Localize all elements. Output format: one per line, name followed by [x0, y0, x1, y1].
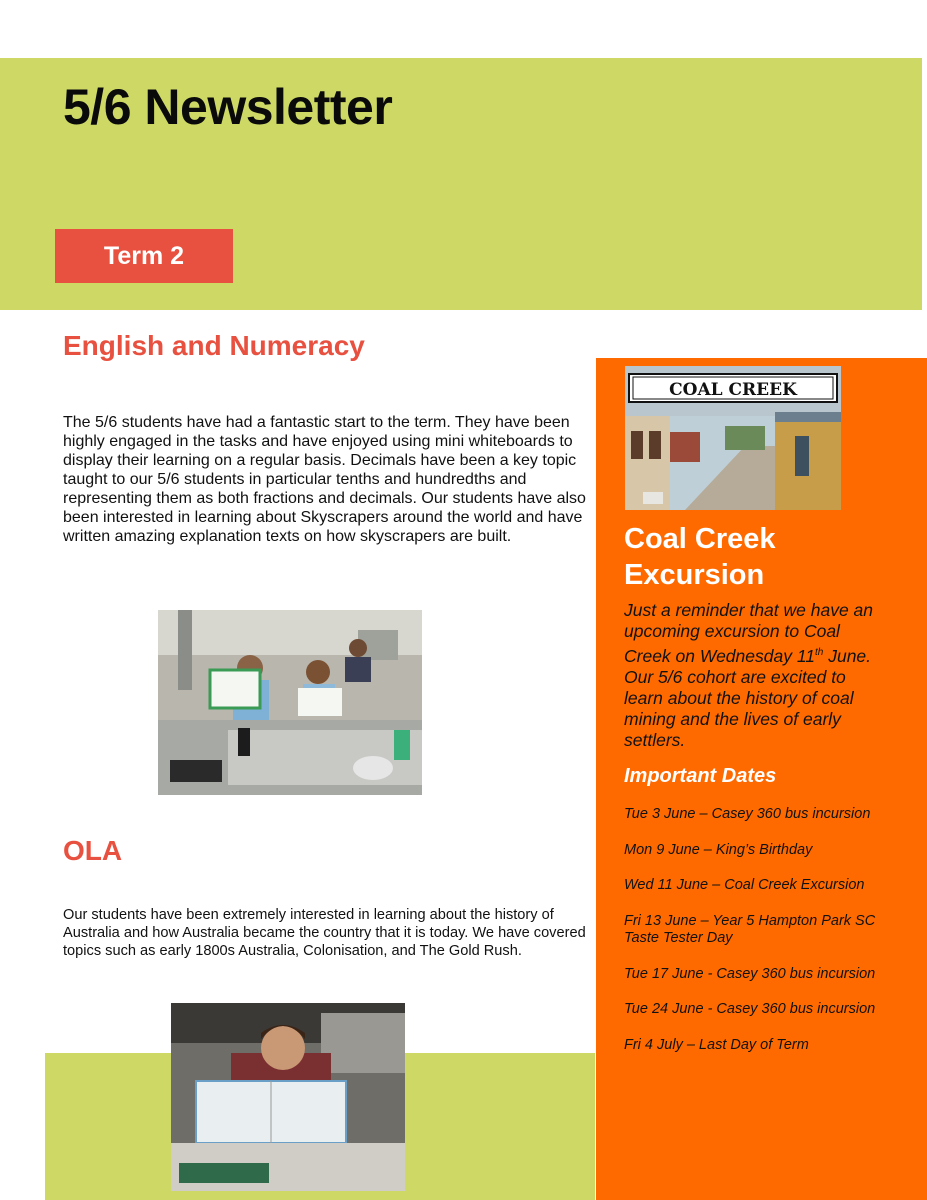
english-numeracy-paragraph: The 5/6 students have had a fantastic start to the term. They have been highly engaged in the tasks and have enjoyed using mini whiteboards to display their learning on a regular basis. Decimals have been a key topic taught to our 5/6 students in particular tenths and hundredths and representing them as both fractions and decimals. Our students have also been interested in learning about Skyscrapers around the world and have written amazing explanation texts on how skyscrapers are built.: [63, 414, 586, 545]
ola-paragraph: Our students have been extremely interested in learning about the history of Australia and how Australia became the country that it is today. We have covered topics such as early 1800s Australia, Colonisation, and The Gold Rush.: [63, 907, 586, 959]
coal-creek-heading: Coal Creek Excursion: [624, 523, 776, 591]
coal-creek-sign-text: COAL CREEK: [669, 380, 797, 400]
classroom-photo: [158, 610, 422, 795]
date-item: Tue 24 June - Casey 360 bus incursion: [624, 1001, 876, 1017]
newsletter-title: 5/6 Newsletter: [63, 79, 393, 135]
important-dates-heading: Important Dates: [624, 765, 777, 787]
date-item: Tue 17 June - Casey 360 bus incursion: [624, 965, 876, 982]
date-item: Fri 13 June – Year 5 Hampton Park SC Taste Tester Day: [624, 912, 876, 946]
student-photo: [171, 1003, 405, 1191]
date-item: Mon 9 June – King’s Birthday: [624, 841, 813, 858]
date-item: Tue 3 June – Casey 360 bus incursion: [624, 806, 871, 822]
important-dates-list: [624, 806, 884, 1054]
date-item: Fri 4 July – Last Day of Term: [624, 1036, 809, 1053]
coal-creek-photo: [625, 366, 841, 510]
english-numeracy-heading: English and Numeracy: [63, 330, 365, 361]
coal-creek-reminder: Just a reminder that we have an upcoming excursion to Coal Creek on Wednesday 11th June. Our 5/6 cohort are excited to learn about the history of coal mining and the lives of early settlers.: [624, 600, 874, 750]
ola-heading: OLA: [63, 835, 123, 866]
date-item: Wed 11 June – Coal Creek Excursion: [624, 877, 865, 893]
term-badge: Term 2: [55, 229, 233, 283]
